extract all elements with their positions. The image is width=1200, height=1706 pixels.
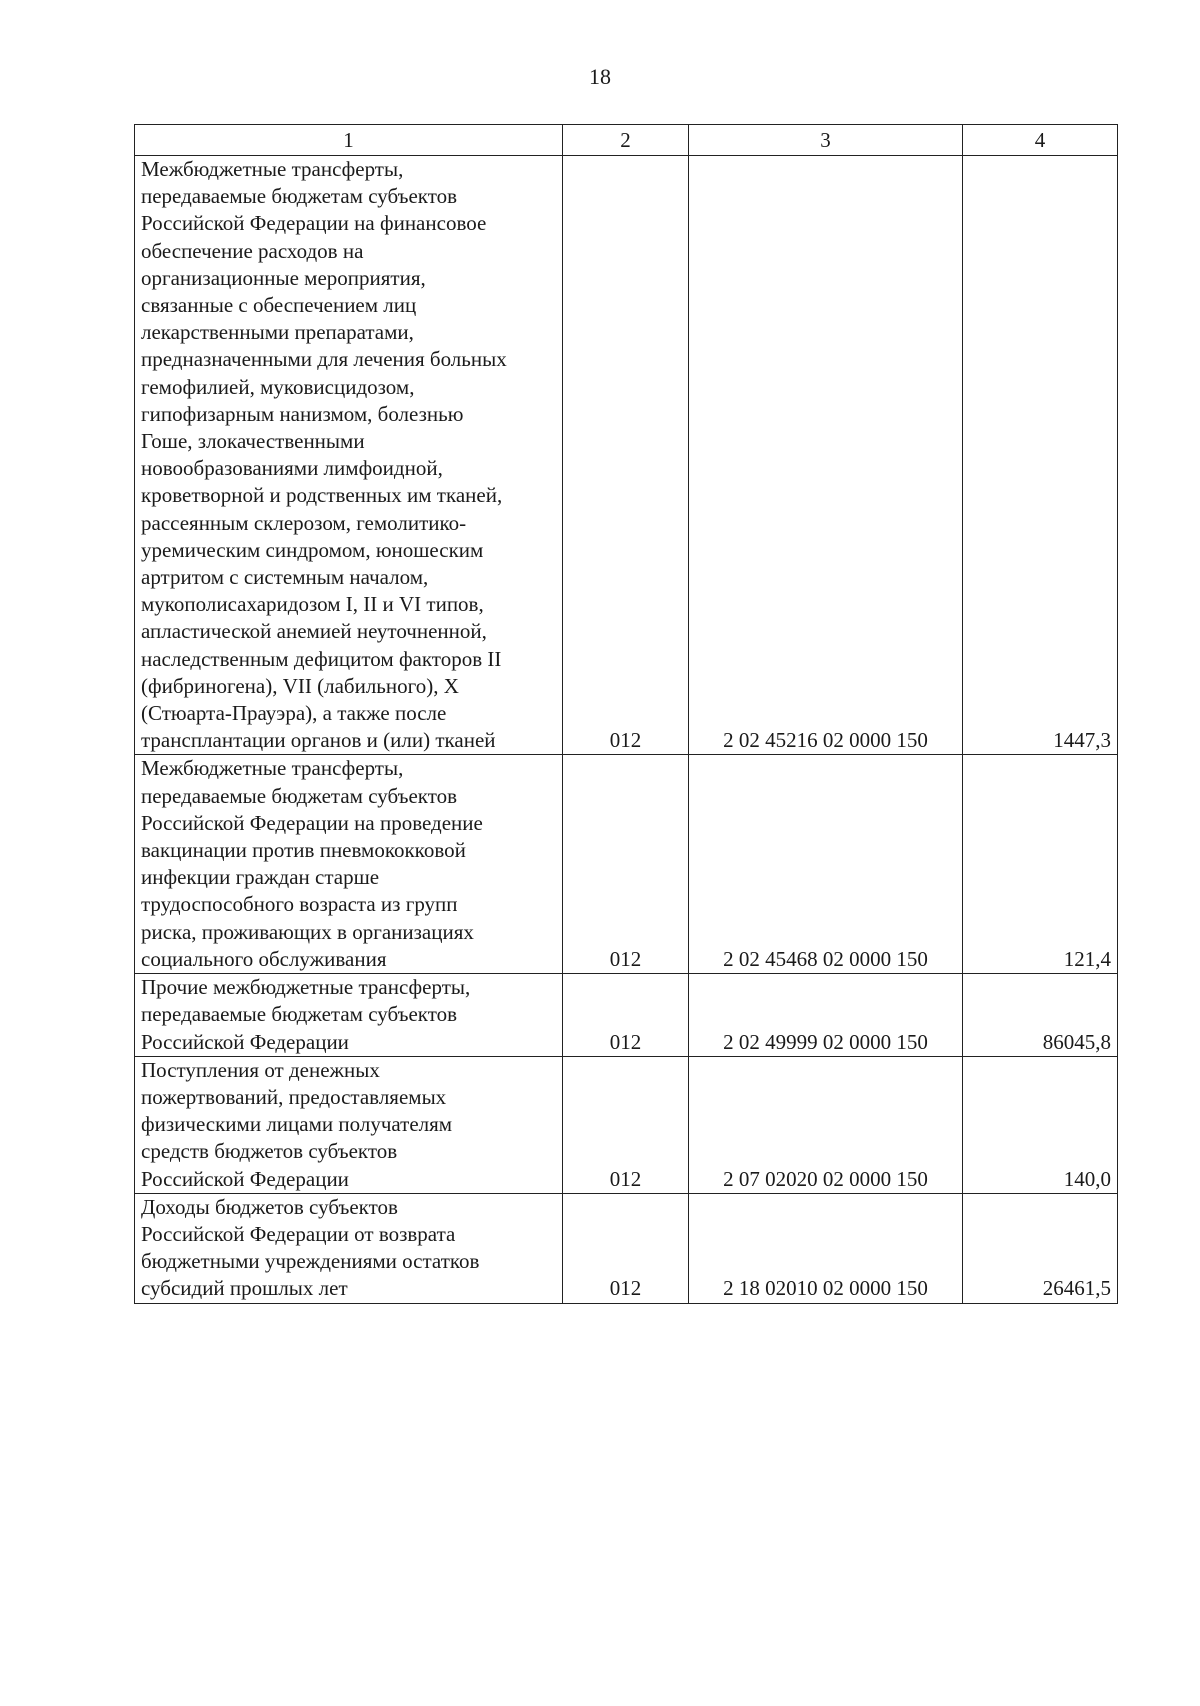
description-line: (фибриногена), VII (лабильного), X (141, 673, 459, 698)
description-line: Российской Федерации (141, 1029, 349, 1054)
description-line: организационные мероприятия, (141, 265, 426, 290)
description-line: артритом с системным началом, (141, 565, 429, 590)
row-budget-code: 2 02 45216 02 0000 150 (689, 156, 963, 755)
description-line: обеспечение расходов на (141, 238, 364, 263)
description-line: предназначенными для лечения больных (141, 347, 507, 372)
description-line: риска, проживающих в организациях (141, 919, 474, 944)
row-admin-code: 012 (563, 755, 689, 974)
description-line: кроветворной и родственных им тканей, (141, 483, 503, 508)
row-budget-code: 2 07 02020 02 0000 150 (689, 1056, 963, 1193)
row-description (135, 755, 563, 974)
description-line: вакцинации против пневмококковой (141, 838, 466, 863)
description-line: связанные с обеспечением лиц (141, 293, 417, 318)
description-line: бюджетными учреждениями остатков (141, 1249, 480, 1274)
table-body (135, 156, 1118, 1304)
description-line: гипофизарным нанизмом, болезнью (141, 401, 464, 426)
table-row (135, 755, 1118, 974)
revenue-table (134, 124, 1118, 1304)
description-line: трансплантации органов и (или) тканей (141, 728, 496, 753)
row-description (135, 1056, 563, 1193)
row-budget-code: 2 02 45468 02 0000 150 (689, 755, 963, 974)
description-line: (Стюарта-Прауэра), а также после (141, 701, 447, 726)
description-line: Российской Федерации (141, 1166, 349, 1191)
description-line: Гоше, злокачественными (141, 429, 365, 454)
row-admin-code: 012 (563, 1193, 689, 1303)
description-line: Доходы бюджетов субъектов (141, 1194, 398, 1219)
description-line: физическими лицами получателям (141, 1112, 453, 1137)
row-amount: 140,0 (963, 1056, 1118, 1193)
description-line: Прочие межбюджетные трансферты, (141, 975, 471, 1000)
row-budget-code: 2 18 02010 02 0000 150 (689, 1193, 963, 1303)
row-amount: 26461,5 (963, 1193, 1118, 1303)
description-line: социального обслуживания (141, 946, 387, 971)
description-line: мукополисахаридозом I, II и VI типов, (141, 592, 484, 617)
description-line: пожертвований, предоставляемых (141, 1084, 447, 1109)
column-header-2: 2 (563, 125, 689, 156)
description-line: инфекции граждан старше (141, 865, 380, 890)
row-admin-code: 012 (563, 156, 689, 755)
description-line: трудоспособного возраста из групп (141, 892, 458, 917)
row-description (135, 1193, 563, 1303)
row-description (135, 156, 563, 755)
row-amount: 121,4 (963, 755, 1118, 974)
header-row (135, 125, 1118, 156)
row-budget-code: 2 02 49999 02 0000 150 (689, 974, 963, 1057)
column-header-1: 1 (135, 125, 563, 156)
table-row (135, 1193, 1118, 1303)
description-line: средств бюджетов субъектов (141, 1139, 398, 1164)
description-line: новообразованиями лимфоидной, (141, 456, 443, 481)
table-row (135, 974, 1118, 1057)
page-number: 18 (589, 64, 611, 89)
description-line: уремическим синдромом, юношеским (141, 537, 484, 562)
table-row (135, 156, 1118, 755)
description-line: гемофилией, муковисцидозом, (141, 374, 415, 399)
description-line: Российской Федерации на финансовое (141, 211, 487, 236)
description-line: наследственным дефицитом факторов II (141, 646, 502, 671)
description-line: субсидий прошлых лет (141, 1276, 348, 1301)
description-line: передаваемые бюджетам субъектов (141, 184, 458, 209)
row-admin-code: 012 (563, 1056, 689, 1193)
description-line: рассеянным склерозом, гемолитико- (141, 510, 467, 535)
description-line: апластической анемией неуточненной, (141, 619, 487, 644)
description-line: Межбюджетные трансферты, (141, 157, 404, 181)
table-header (135, 125, 1118, 156)
row-amount: 1447,3 (963, 156, 1118, 755)
row-description (135, 974, 563, 1057)
row-admin-code: 012 (563, 974, 689, 1057)
row-amount: 86045,8 (963, 974, 1118, 1057)
description-line: передаваемые бюджетам субъектов (141, 783, 458, 808)
column-header-4: 4 (963, 125, 1118, 156)
description-line: Российской Федерации на проведение (141, 810, 483, 835)
description-line: Поступления от денежных (141, 1057, 380, 1082)
column-header-3: 3 (689, 125, 963, 156)
description-line: передаваемые бюджетам субъектов (141, 1002, 458, 1027)
table-row (135, 1056, 1118, 1193)
description-line: лекарственными препаратами, (141, 320, 414, 345)
description-line: Российской Федерации от возврата (141, 1221, 456, 1246)
description-line: Межбюджетные трансферты, (141, 756, 404, 781)
